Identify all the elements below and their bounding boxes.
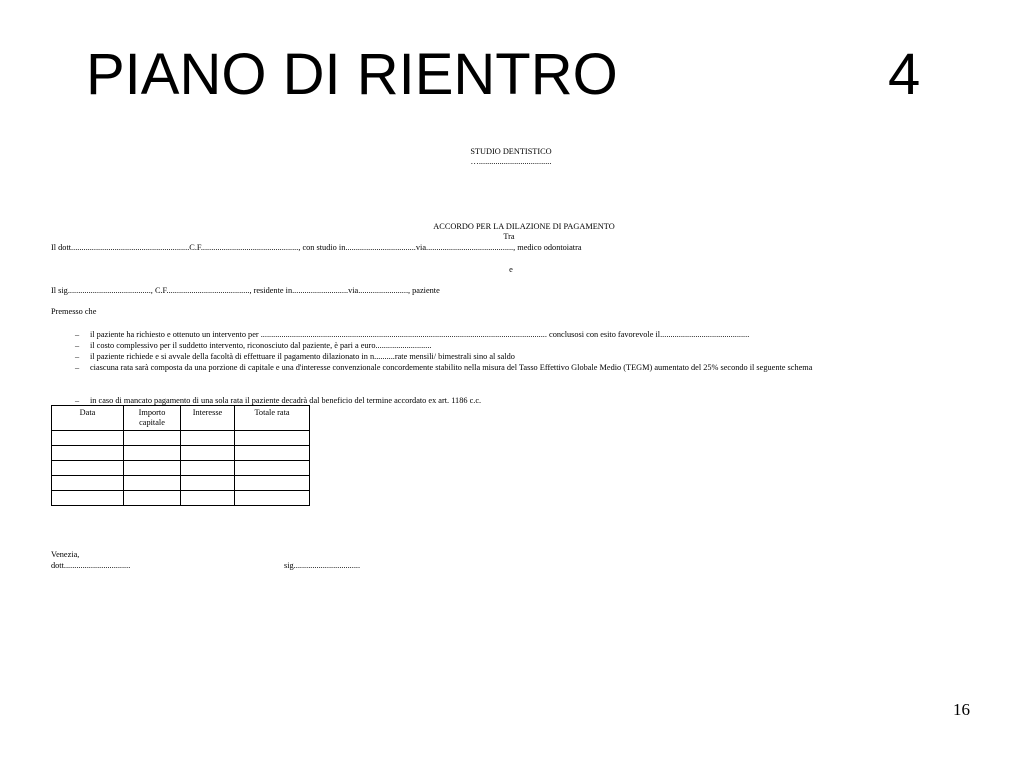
- patient-line: Il sig........................................, C.F........................................, residente in...........................via........................, paziente: [51, 286, 440, 295]
- table-cell[interactable]: [181, 461, 235, 476]
- bullet-text: il paziente ha richiesto e ottenuto un intervento per .......................................................................................................................................... conclusosi con esito favorevole il...........................................: [90, 330, 750, 339]
- list-item: [0, 363, 1023, 374]
- bullet-dash: –: [75, 341, 80, 350]
- table-cell[interactable]: [181, 431, 235, 446]
- table-cell[interactable]: [235, 461, 310, 476]
- page-number: 16: [953, 700, 970, 719]
- table-cell[interactable]: [52, 476, 124, 491]
- studio-dots: …...................................: [470, 157, 552, 166]
- table-row: [52, 431, 310, 446]
- table-cell[interactable]: [235, 446, 310, 461]
- table-cell[interactable]: [235, 491, 310, 506]
- bullet-text: ciascuna rata sarà composta da una porzione di capitale e una d'interesse convenzionale concordemente stabilito nella misura del Tasso Effettivo Globale Medio (TEGM) aumentato del 25% secondo il seguente schema: [90, 363, 813, 372]
- installment-table: [51, 405, 310, 506]
- table-row: [52, 446, 310, 461]
- table-cell[interactable]: [52, 446, 124, 461]
- list-item: [0, 352, 1023, 363]
- bullet-dash: –: [75, 396, 80, 405]
- doctor-line: Il dott.........................................................C.F..............................................., con studio in..................................via.........................................., medico odontoiatra: [51, 243, 582, 252]
- table-cell[interactable]: [124, 431, 181, 446]
- table-cell[interactable]: [181, 446, 235, 461]
- list-item: [0, 330, 1023, 341]
- patient-signature: sig................................: [284, 561, 361, 570]
- bullet-text: il costo complessivo per il suddetto intervento, riconosciuto dal paziente, è pari a euro...........................: [90, 341, 432, 350]
- bullet-dash: –: [75, 330, 80, 339]
- column-header-interest: Interesse: [181, 406, 235, 431]
- doctor-signature: dott................................: [51, 561, 131, 570]
- table-cell[interactable]: [235, 476, 310, 491]
- table-row: [52, 491, 310, 506]
- table-header-row: [52, 406, 310, 431]
- column-header-capital: [124, 406, 181, 431]
- table-cell[interactable]: [124, 491, 181, 506]
- column-header-capital-label: Importo capitale: [138, 408, 166, 427]
- table-cell[interactable]: [124, 476, 181, 491]
- bullet-text: il paziente richiede e si avvale della facoltà di effettuare il pagamento dilazionato in n..........rate mensili/ bimestrali sino al saldo: [90, 352, 515, 361]
- studio-title: STUDIO DENTISTICO: [470, 147, 552, 156]
- table-row: [52, 476, 310, 491]
- agreement-title: ACCORDO PER LA DILAZIONE DI PAGAMENTO: [433, 222, 615, 231]
- table-cell[interactable]: [181, 491, 235, 506]
- and-label: e: [509, 265, 513, 274]
- table-cell[interactable]: [235, 431, 310, 446]
- place-label: Venezia,: [51, 550, 80, 559]
- table-cell[interactable]: [124, 461, 181, 476]
- column-header-date: Data: [52, 406, 124, 431]
- table-cell[interactable]: [124, 446, 181, 461]
- column-header-total: Totale rata: [235, 406, 310, 431]
- bullet-text: in caso di mancato pagamento di una sola rata il paziente decadrà dal beneficio del termine accordato ex art. 1186 c.c.: [90, 396, 482, 405]
- table-cell[interactable]: [52, 491, 124, 506]
- slide-title-number: 4: [888, 42, 921, 107]
- table-row: [52, 461, 310, 476]
- bullet-dash: –: [75, 352, 80, 361]
- slide-title: PIANO DI RIENTRO: [86, 42, 618, 107]
- table-cell[interactable]: [52, 461, 124, 476]
- list-item: [0, 341, 1023, 352]
- premise-label: Premesso che: [51, 307, 97, 316]
- table-cell[interactable]: [52, 431, 124, 446]
- between-label: Tra: [503, 232, 515, 241]
- bullet-dash: –: [75, 363, 80, 372]
- table-cell[interactable]: [181, 476, 235, 491]
